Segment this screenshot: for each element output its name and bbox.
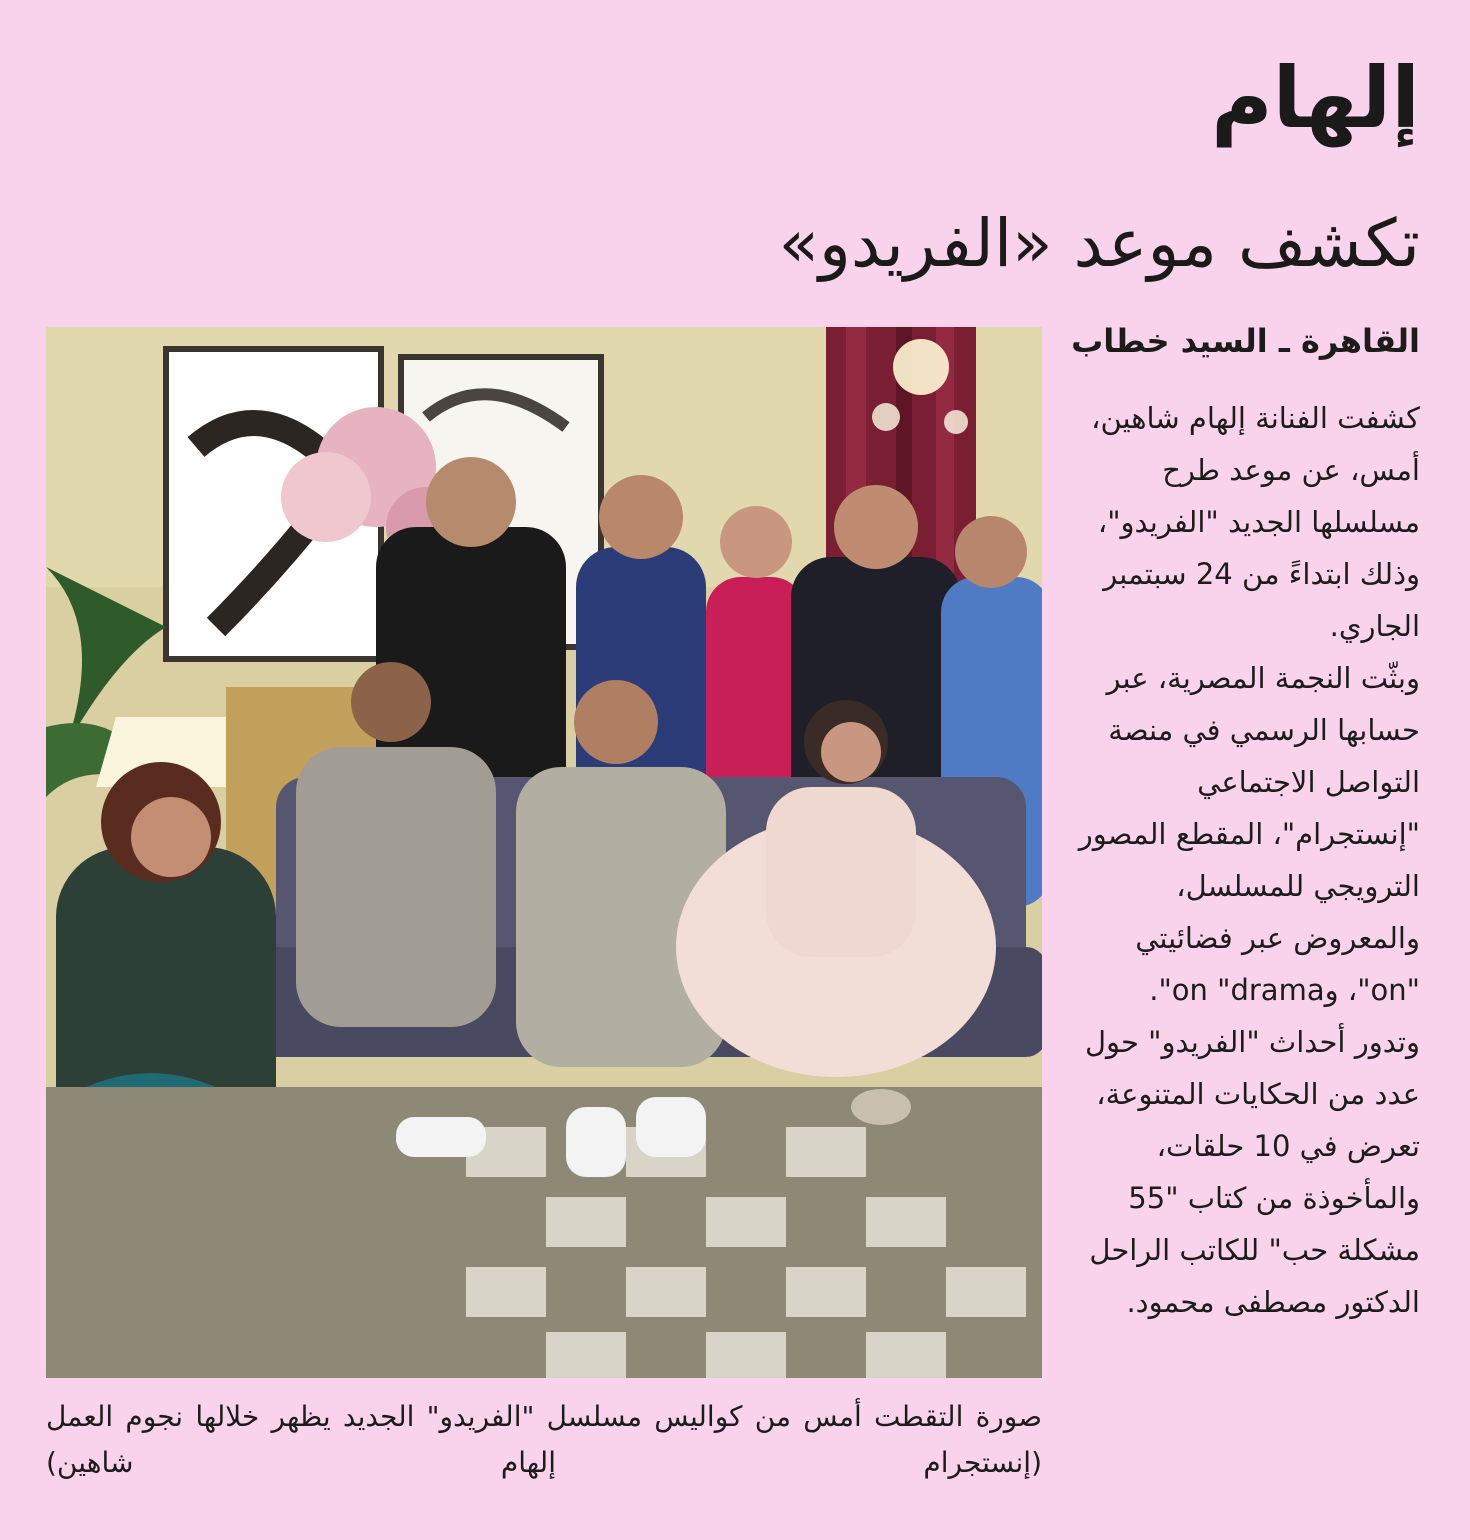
paragraph-3: وتدور أحداث "الفريدو" حول عدد من الحكايات المتنوعة، تعرض في 10 حلقات، والمأخوذة من كتاب "55 مشكلة حب" للكاتب الراحل الدكتور مصطفى محمود. bbox=[1084, 1025, 1420, 1319]
article-photo bbox=[46, 327, 1042, 1378]
article-body bbox=[1070, 392, 1420, 1328]
photo-caption bbox=[46, 1394, 1042, 1486]
caption-text: صورة التقطت أمس من كواليس مسلسل "الفريدو" الجديد يظهر خلالها نجوم العمل bbox=[46, 1400, 1042, 1433]
paragraph-1: كشفت الفنانة إلهام شاهين، أمس، عن موعد طرح مسلسلها الجديد "الفريدو"، وذلك ابتداءً من 24 سبتمبر الجاري. bbox=[1091, 401, 1420, 643]
headline: إلهام bbox=[1211, 49, 1420, 147]
subheadline: تكشف موعد «الفريدو» bbox=[778, 205, 1420, 282]
paragraph-2: وبثّت النجمة المصرية، عبر حسابها الرسمي في منصة التواصل الاجتماعي "إنستجرام"، المقطع المصور الترويجي للمسلسل، والمعروض عبر فضائيتي "on"، وon "drama". bbox=[1078, 661, 1420, 1007]
byline: القاهرة ـ السيد خطاب bbox=[1071, 322, 1420, 360]
photo-credit: (إنستجرام إلهام شاهين) bbox=[46, 1446, 1042, 1479]
